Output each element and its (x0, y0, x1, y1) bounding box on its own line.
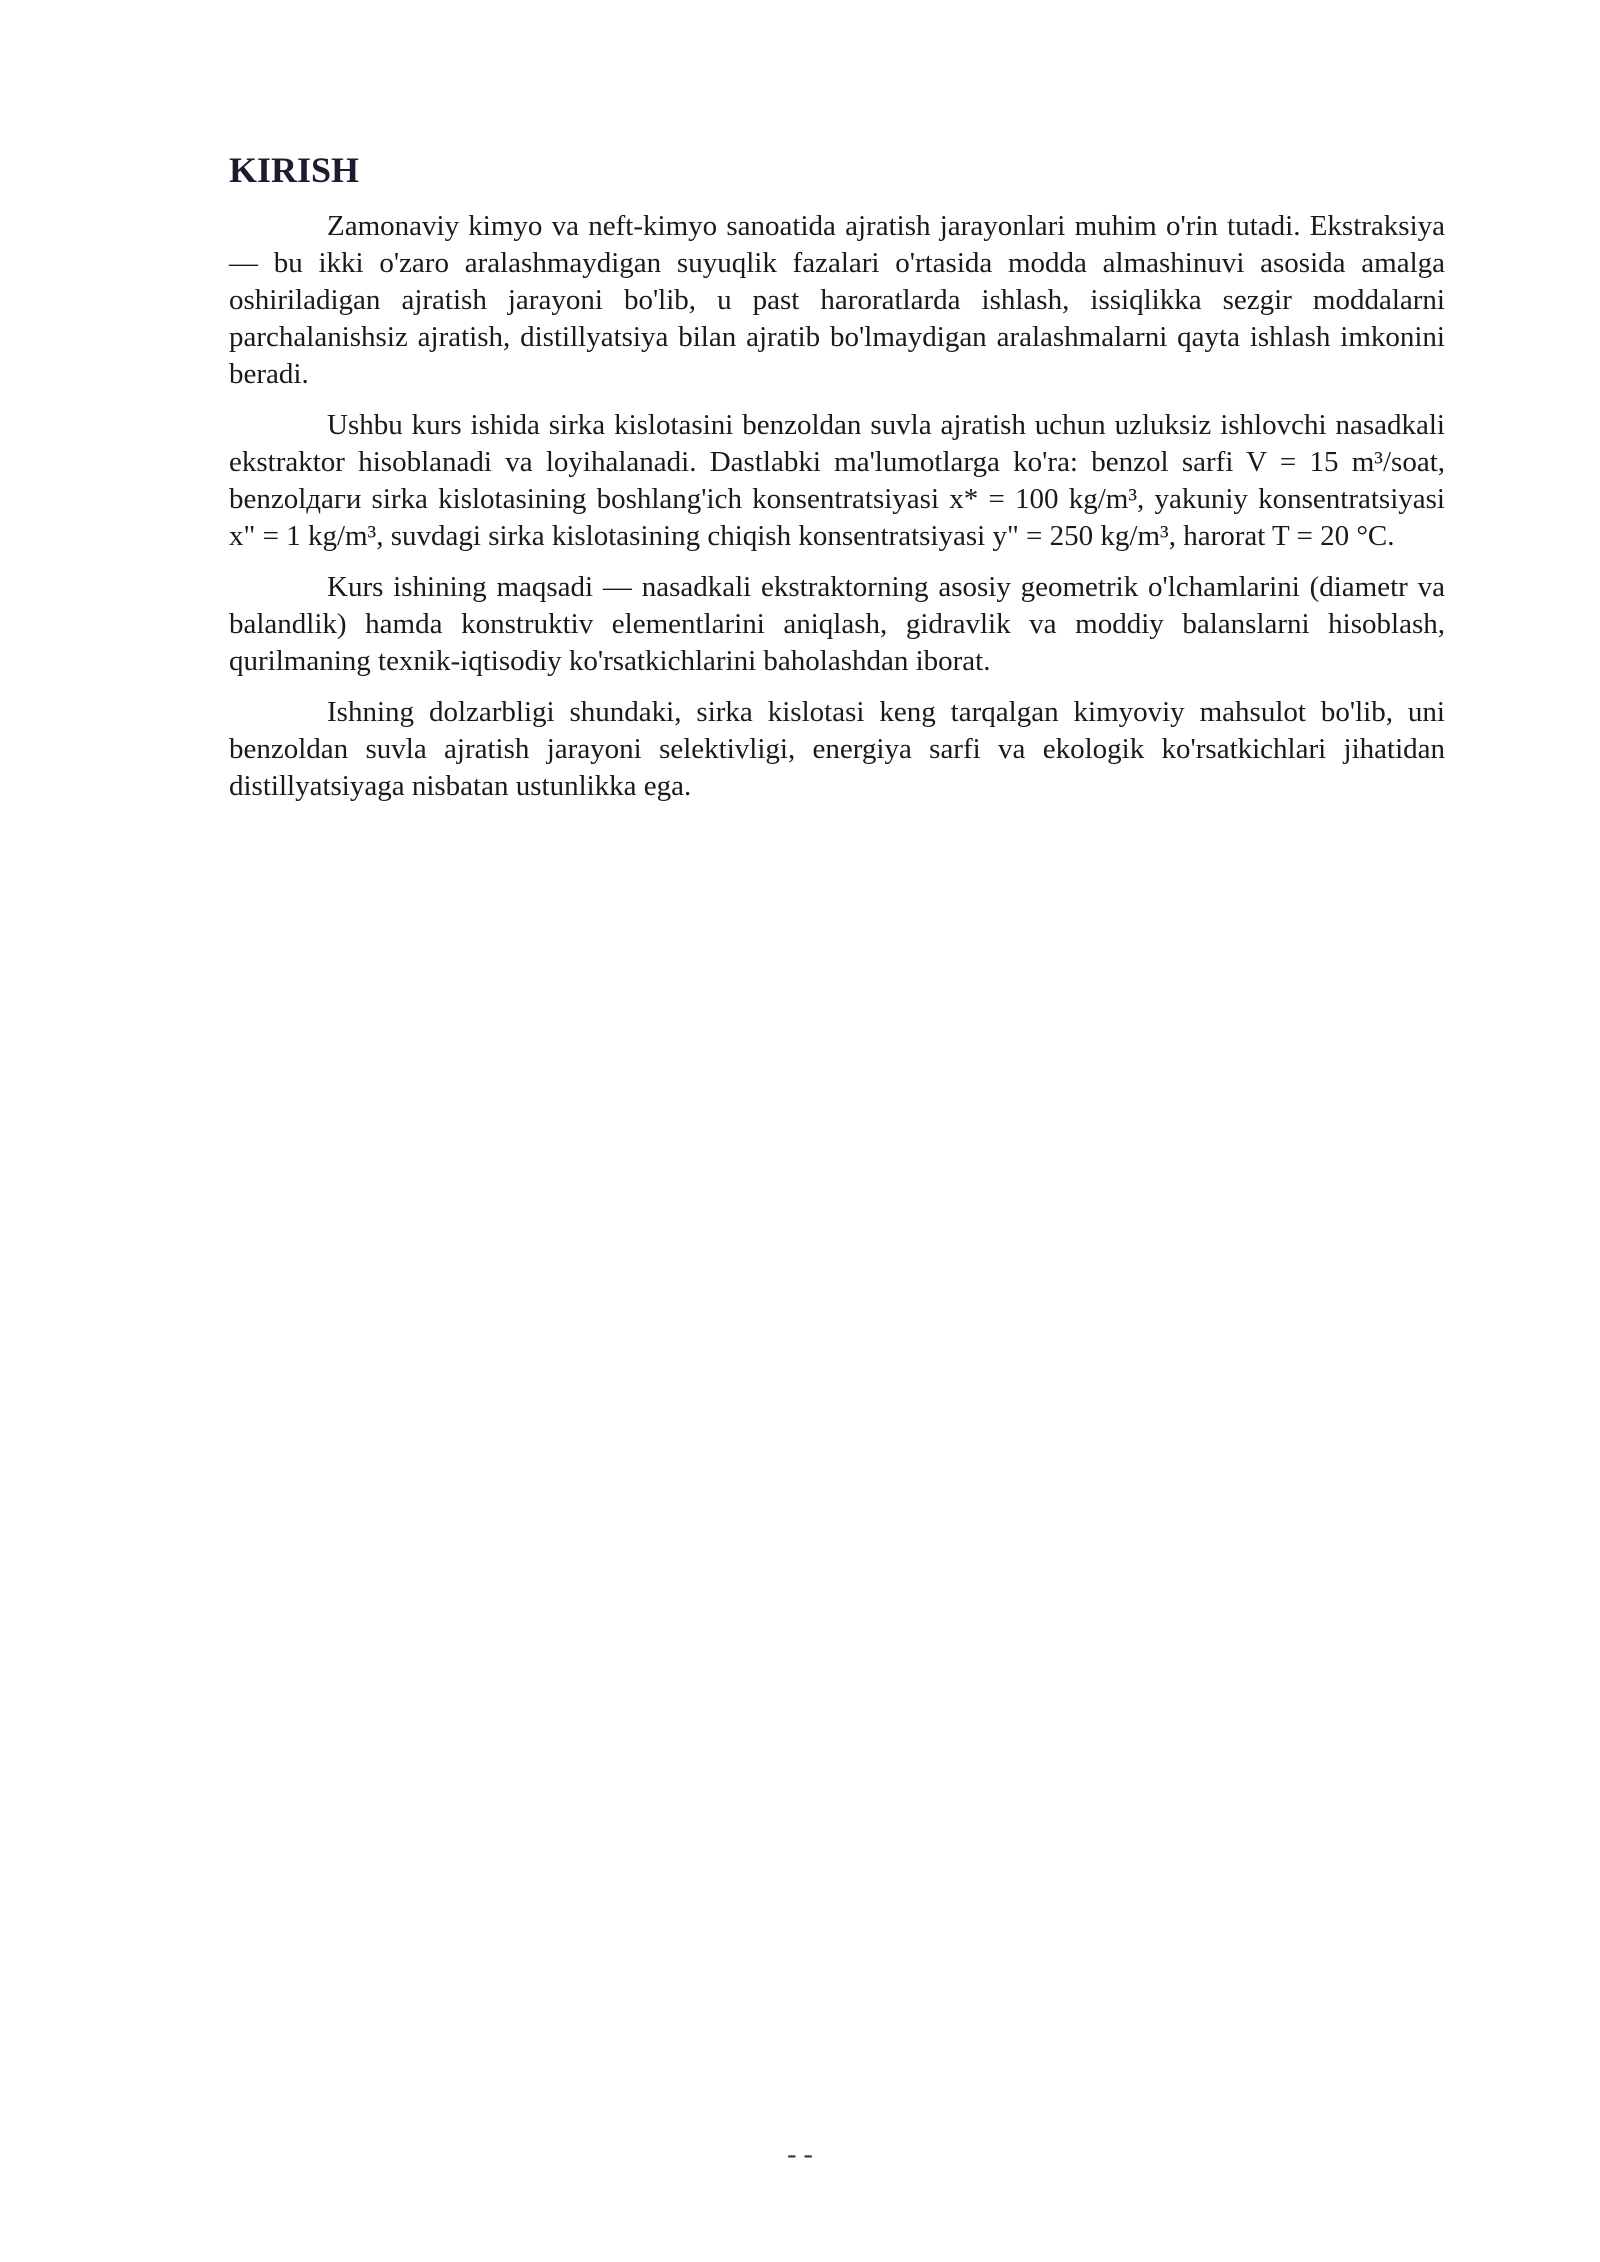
page-footer: - - (787, 2139, 813, 2170)
paragraph-relevance: Ishning dolzarbligi shundaki, sirka kislotasi keng tarqalgan kimyoviy mahsulot bo'lib, uni benzoldan suvla ajratish jarayoni selektivligi, energiya sarfi va ekologik ko'rsatkichlari jihatidan distillyatsiyaga nisbatan ustunlikka ega. (229, 696, 1445, 802)
paragraph-intro: Zamonaviy kimyo va neft-kimyo sanoatida ajratish jarayonlari muhim o'rin tutadi. Ekstraksiya — bu ikki o'zaro aralashmaydigan suyuqlik fazalari o'rtasida modda almashinuvi asosida amalga oshiriladigan ajratish jarayoni bo'lib, u past haroratlarda ishlash, issiqlikka sezgir moddalarni parchalanishsiz ajratish, distillyatsiya bilan ajratib bo'lmaydigan aralashmalarni qayta ishlash imkonini beradi. (229, 210, 1445, 390)
section-heading: KIRISH (229, 150, 360, 190)
page-content (229, 148, 1445, 819)
paragraph-goal: Kurs ishining maqsadi — nasadkali ekstraktorning asosiy geometrik o'lchamlarini (diametr va balandlik) hamda konstruktiv elementlarini aniqlash, gidravlik va moddiy balanslarni hisoblash, qurilmaning texnik-iqtisodiy ko'rsatkichlarini baholashdan iborat. (229, 571, 1445, 677)
paragraph-initial-data: Ushbu kurs ishida sirka kislotasini benzoldan suvla ajratish uchun uzluksiz ishlovchi nasadkali ekstraktor hisoblanadi va loyihalanadi. Dastlabki ma'lumotlarga ko'ra: benzol sarfi V = 15 m³/soat, benzolдаги sirka kislotasining boshlang'ich konsentratsiyasi x* = 100 kg/m³, yakuniy konsentratsiyasi x" = 1 kg/m³, suvdagi sirka kislotasining chiqish konsentratsiyasi y" = 250 kg/m³, harorat T = 20 °C. (229, 409, 1445, 552)
